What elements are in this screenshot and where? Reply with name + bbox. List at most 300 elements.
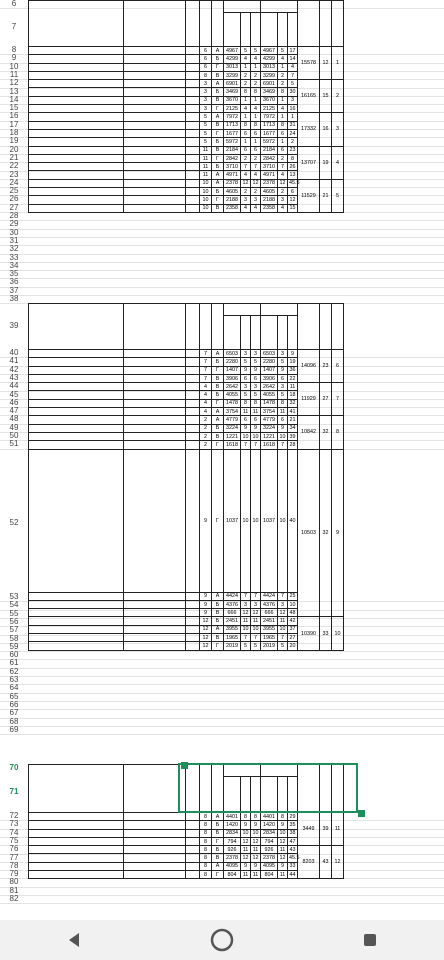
data-cell[interactable]: 11 [251, 617, 261, 625]
data-cell[interactable]: 4605 [224, 188, 241, 196]
data-cell[interactable]: 3906 [224, 374, 241, 382]
row-number[interactable]: 31 [9, 235, 19, 245]
data-cell[interactable]: 1 [241, 113, 251, 121]
data-cell[interactable]: 10 [252, 830, 259, 837]
data-cell[interactable]: А [212, 179, 224, 187]
team-sum-place-cell[interactable]: 23 [320, 350, 332, 383]
team-place-cell[interactable]: 3 [332, 113, 344, 146]
data-cell[interactable]: 2 [200, 432, 212, 440]
empty-cell[interactable] [29, 71, 124, 79]
team-name-cell[interactable] [29, 350, 124, 358]
data-cell[interactable]: 11 [278, 871, 288, 879]
fio-cell[interactable] [124, 399, 186, 407]
data-cell[interactable]: 2125 [261, 105, 278, 113]
row-number[interactable]: 13 [9, 86, 19, 96]
data-cell[interactable]: 2 [241, 71, 251, 79]
data-cell[interactable]: 4376 [224, 600, 241, 608]
data-cell[interactable]: Г [212, 871, 224, 879]
row-number[interactable]: 73 [9, 819, 19, 829]
row-number[interactable]: 16 [9, 111, 19, 121]
data-cell[interactable]: 44 [289, 871, 296, 878]
data-cell[interactable]: 8 [278, 399, 288, 407]
data-cell[interactable]: 28 [289, 441, 296, 448]
data-cell[interactable]: 794 [261, 837, 278, 845]
team-sum-place-cell[interactable]: 15 [320, 80, 332, 113]
data-cell[interactable]: 4299 [261, 55, 278, 63]
data-cell[interactable]: 11 [200, 171, 212, 179]
data-cell[interactable]: 3469 [224, 88, 241, 96]
data-cell[interactable]: 7 [278, 441, 288, 449]
data-cell[interactable]: 4424 [261, 592, 278, 600]
fio-cell[interactable] [124, 609, 186, 617]
data-cell[interactable]: 3 [200, 88, 212, 96]
team-place-cell[interactable]: 7 [332, 383, 344, 416]
row-number[interactable]: 18 [9, 128, 19, 137]
data-cell[interactable] [186, 862, 200, 870]
data-cell[interactable]: 9 [241, 862, 251, 870]
data-cell[interactable]: 6 [278, 146, 288, 154]
data-cell[interactable]: 4 [251, 171, 261, 179]
data-cell[interactable]: 10 [251, 449, 261, 592]
row-number[interactable]: 69 [9, 724, 19, 734]
data-cell[interactable]: 1 [251, 96, 261, 104]
data-cell[interactable]: 1 [278, 138, 288, 146]
fio-cell[interactable] [124, 350, 186, 358]
team-place-cell[interactable]: 10 [332, 617, 344, 650]
team-name-cell[interactable] [29, 383, 124, 391]
fio-cell[interactable] [124, 416, 186, 424]
data-cell[interactable] [186, 854, 200, 862]
team-sum-cell[interactable]: 14096 [298, 350, 320, 383]
data-cell[interactable]: 5 [251, 47, 261, 55]
data-cell[interactable]: 2184 [261, 146, 278, 154]
data-cell[interactable]: А [212, 408, 224, 416]
data-cell[interactable]: 6 [200, 55, 212, 63]
fio-cell[interactable] [124, 163, 186, 171]
row-number[interactable]: 12 [9, 78, 19, 88]
data-cell[interactable]: 1713 [261, 121, 278, 129]
data-cell[interactable]: 3 [288, 96, 298, 104]
empty-cell[interactable] [29, 105, 124, 113]
data-cell[interactable]: 4 [278, 105, 288, 113]
data-cell[interactable]: 804 [261, 871, 278, 879]
data-cell[interactable] [186, 129, 200, 137]
data-cell[interactable]: 35 [289, 821, 296, 828]
data-cell[interactable]: 3754 [261, 408, 278, 416]
fio-cell[interactable] [124, 129, 186, 137]
data-cell[interactable]: 9 [251, 862, 261, 870]
data-cell[interactable]: Г [212, 441, 224, 449]
data-cell[interactable]: 1221 [224, 432, 241, 440]
data-cell[interactable]: 20 [289, 642, 296, 649]
team-name-cell[interactable] [29, 113, 124, 121]
data-cell[interactable]: 7 [200, 358, 212, 366]
row-number[interactable]: 78 [9, 860, 19, 870]
data-cell[interactable]: 2 [288, 138, 298, 146]
team-name-cell[interactable] [29, 813, 124, 821]
data-cell[interactable]: 6503 [261, 350, 278, 358]
fio-cell[interactable] [124, 366, 186, 374]
row-number[interactable]: 28 [9, 211, 19, 220]
data-cell[interactable] [186, 179, 200, 187]
data-cell[interactable]: 1478 [224, 399, 241, 407]
row-number[interactable]: 41 [9, 356, 19, 366]
data-cell[interactable]: 3710 [224, 163, 241, 171]
data-cell[interactable]: А [212, 171, 224, 179]
data-cell[interactable]: 11 [278, 408, 288, 416]
data-cell[interactable]: 8 [200, 813, 212, 821]
data-cell[interactable]: Б [212, 424, 224, 432]
data-cell[interactable] [186, 383, 200, 391]
data-cell[interactable]: 11 [251, 408, 261, 416]
data-cell[interactable]: 4055 [224, 391, 241, 399]
data-cell[interactable]: Б [212, 138, 224, 146]
empty-cell[interactable] [29, 592, 124, 600]
data-cell[interactable]: Г [212, 129, 224, 137]
fio-cell[interactable] [124, 829, 186, 837]
data-cell[interactable]: 6 [241, 129, 251, 137]
data-cell[interactable]: 3299 [224, 71, 241, 79]
data-cell[interactable]: 30 [289, 89, 296, 96]
team-sum-cell[interactable]: 3449 [298, 813, 320, 846]
data-cell[interactable] [186, 105, 200, 113]
data-cell[interactable]: 8 [200, 854, 212, 862]
data-cell[interactable] [186, 424, 200, 432]
data-cell[interactable]: 5 [288, 80, 298, 88]
data-cell[interactable] [186, 163, 200, 171]
data-cell[interactable]: 48 [289, 609, 296, 616]
data-cell[interactable]: 6 [200, 63, 212, 71]
team-sum-place-cell[interactable]: 19 [320, 146, 332, 179]
data-cell[interactable]: 9 [251, 424, 261, 432]
data-cell[interactable]: В [212, 609, 224, 617]
data-cell[interactable]: 45.5 [289, 855, 300, 862]
data-cell[interactable]: Г [212, 154, 224, 162]
data-cell[interactable]: 8 [241, 88, 251, 96]
team-sum-cell[interactable]: 11929 [298, 383, 320, 416]
data-cell[interactable]: 11 [241, 846, 251, 854]
row-number[interactable]: 33 [9, 252, 19, 262]
data-cell[interactable]: 2842 [261, 154, 278, 162]
data-cell[interactable]: 10 [252, 626, 259, 633]
data-cell[interactable]: 4779 [224, 416, 241, 424]
data-cell[interactable] [186, 829, 200, 837]
fio-cell[interactable] [124, 449, 186, 592]
data-cell[interactable]: В [212, 432, 224, 440]
data-cell[interactable]: 15 [289, 205, 296, 212]
data-cell[interactable]: 4 [241, 204, 251, 212]
data-cell[interactable]: 12 [279, 609, 286, 616]
row-number[interactable]: 81 [9, 885, 19, 895]
data-cell[interactable]: 3 [278, 600, 288, 608]
data-cell[interactable]: 1037 [224, 449, 241, 592]
team-name-cell[interactable] [29, 47, 124, 55]
data-cell[interactable]: 2378 [261, 854, 278, 862]
data-cell[interactable]: Б [212, 88, 224, 96]
data-cell[interactable]: А [212, 80, 224, 88]
data-cell[interactable] [186, 592, 200, 600]
data-cell[interactable]: 6503 [224, 350, 241, 358]
empty-cell[interactable] [29, 609, 124, 617]
data-cell[interactable]: 10 [279, 433, 286, 440]
data-cell[interactable] [186, 408, 200, 416]
row-number[interactable]: 22 [9, 161, 19, 171]
data-cell[interactable]: 4 [251, 105, 261, 113]
data-cell[interactable]: 9 [200, 592, 212, 600]
row-number[interactable]: 64 [9, 683, 19, 693]
fio-cell[interactable] [124, 105, 186, 113]
data-cell[interactable]: 21 [289, 417, 296, 424]
data-cell[interactable]: 3754 [224, 408, 241, 416]
data-cell[interactable]: 5 [251, 391, 261, 399]
data-cell[interactable]: 2842 [224, 154, 241, 162]
data-cell[interactable]: 5 [278, 642, 288, 650]
data-cell[interactable]: 3469 [261, 88, 278, 96]
fio-cell[interactable] [124, 196, 186, 204]
data-cell[interactable]: 8 [200, 846, 212, 854]
row-number[interactable]: 48 [9, 414, 19, 424]
data-cell[interactable]: 7 [200, 374, 212, 382]
data-cell[interactable]: 2 [200, 416, 212, 424]
row-number[interactable]: 56 [9, 616, 19, 626]
data-cell[interactable]: 6 [241, 374, 251, 382]
data-cell[interactable]: Г [212, 105, 224, 113]
data-cell[interactable]: 13 [289, 172, 296, 179]
data-cell[interactable]: 11 [288, 383, 298, 391]
row-number[interactable]: 11 [9, 69, 19, 79]
team-sum-place-cell[interactable]: 32 [320, 416, 332, 449]
team-name-cell[interactable] [29, 80, 124, 88]
row-number[interactable]: 58 [9, 633, 19, 643]
data-cell[interactable]: 3670 [261, 96, 278, 104]
data-cell[interactable]: 34 [289, 425, 296, 432]
data-cell[interactable]: 10 [279, 830, 286, 837]
empty-cell[interactable] [29, 821, 124, 829]
data-cell[interactable] [186, 63, 200, 71]
team-place-cell[interactable]: 8 [332, 416, 344, 449]
empty-cell[interactable] [29, 366, 124, 374]
data-cell[interactable]: 6 [251, 374, 261, 382]
row-number[interactable]: 49 [9, 422, 19, 432]
team-place-cell[interactable]: 1 [332, 47, 344, 80]
data-cell[interactable]: 3 [241, 600, 251, 608]
data-cell[interactable] [186, 837, 200, 845]
data-cell[interactable] [186, 88, 200, 96]
row-number[interactable]: 50 [9, 431, 19, 440]
fio-cell[interactable] [124, 71, 186, 79]
data-cell[interactable]: 2834 [261, 829, 278, 837]
data-cell[interactable]: В [212, 383, 224, 391]
fio-cell[interactable] [124, 188, 186, 196]
data-cell[interactable]: 7 [278, 634, 288, 642]
team-sum-cell[interactable]: 15578 [298, 47, 320, 80]
data-cell[interactable] [186, 146, 200, 154]
data-cell[interactable]: 38 [289, 830, 296, 837]
row-number[interactable]: 46 [9, 397, 19, 407]
data-cell[interactable]: 12 [200, 617, 212, 625]
team-sum-place-cell[interactable]: 39 [320, 813, 332, 846]
team-place-cell[interactable]: 9 [332, 449, 344, 617]
team-name-cell[interactable] [29, 846, 124, 854]
data-cell[interactable]: 12 [242, 609, 249, 616]
data-cell[interactable]: 666 [261, 609, 278, 617]
data-cell[interactable]: 10 [241, 449, 251, 592]
data-cell[interactable]: 4 [278, 204, 288, 212]
data-cell[interactable]: 6 [278, 374, 288, 382]
data-cell[interactable]: 5 [241, 47, 251, 55]
row-number[interactable]: 53 [9, 592, 19, 601]
data-cell[interactable]: 794 [224, 837, 241, 845]
data-cell[interactable]: 4376 [261, 600, 278, 608]
fio-cell[interactable] [124, 617, 186, 625]
empty-cell[interactable] [29, 600, 124, 608]
team-sum-place-cell[interactable]: 32 [320, 449, 332, 617]
data-cell[interactable]: 8 [200, 871, 212, 879]
data-cell[interactable]: 2 [251, 71, 261, 79]
data-cell[interactable]: 6 [241, 416, 251, 424]
data-cell[interactable]: В [212, 204, 224, 212]
row-number-selected[interactable]: 70 [9, 763, 19, 772]
data-cell[interactable]: 9 [278, 366, 288, 374]
empty-cell[interactable] [29, 374, 124, 382]
data-cell[interactable]: 2 [278, 80, 288, 88]
data-cell[interactable]: 3299 [261, 71, 278, 79]
data-cell[interactable]: Г [212, 449, 224, 592]
data-cell[interactable] [186, 71, 200, 79]
empty-cell[interactable] [29, 432, 124, 440]
data-cell[interactable]: 8 [200, 71, 212, 79]
empty-cell[interactable] [29, 441, 124, 449]
team-place-cell[interactable]: 5 [332, 179, 344, 212]
fio-cell[interactable] [124, 383, 186, 391]
data-cell[interactable] [186, 625, 200, 633]
data-cell[interactable]: 3 [278, 350, 288, 358]
data-cell[interactable]: 3 [241, 350, 251, 358]
data-cell[interactable]: 1965 [224, 634, 241, 642]
fio-cell[interactable] [124, 441, 186, 449]
data-cell[interactable]: 41 [289, 408, 296, 415]
data-cell[interactable]: 4 [251, 204, 261, 212]
row-number[interactable]: 42 [9, 364, 19, 374]
data-cell[interactable]: 4401 [261, 813, 278, 821]
data-cell[interactable]: 1 [278, 113, 288, 121]
data-cell[interactable]: 10 [200, 179, 212, 187]
data-cell[interactable]: 5 [278, 391, 288, 399]
row-number[interactable]: 21 [9, 152, 19, 162]
data-cell[interactable]: 11 [241, 617, 251, 625]
data-cell[interactable] [186, 846, 200, 854]
data-cell[interactable]: В [212, 374, 224, 382]
data-cell[interactable] [186, 96, 200, 104]
row-number[interactable]: 8 [11, 45, 17, 54]
empty-cell[interactable] [29, 171, 124, 179]
row-number[interactable]: 44 [9, 381, 19, 391]
data-cell[interactable]: 40 [288, 449, 298, 592]
data-cell[interactable]: 12 [289, 196, 296, 203]
row-number[interactable]: 55 [9, 608, 19, 618]
team-place-cell[interactable]: 4 [332, 146, 344, 179]
team-name-cell[interactable] [29, 416, 124, 424]
data-cell[interactable]: 9 [251, 821, 261, 829]
data-cell[interactable]: 3224 [261, 424, 278, 432]
data-cell[interactable]: 5 [278, 358, 288, 366]
data-cell[interactable]: 4967 [224, 47, 241, 55]
data-cell[interactable]: Г [212, 642, 224, 650]
data-cell[interactable]: 2280 [261, 358, 278, 366]
data-cell[interactable] [186, 642, 200, 650]
fio-cell[interactable] [124, 179, 186, 187]
data-cell[interactable]: 4055 [261, 391, 278, 399]
data-cell[interactable]: 8 [278, 813, 288, 821]
data-cell[interactable] [186, 374, 200, 382]
data-cell[interactable]: 10 [279, 626, 286, 633]
data-cell[interactable]: 10 [242, 626, 249, 633]
data-cell[interactable]: 3 [251, 383, 261, 391]
data-cell[interactable] [186, 441, 200, 449]
data-cell[interactable]: 2188 [261, 196, 278, 204]
data-cell[interactable]: 6 [288, 188, 298, 196]
row-number[interactable]: 20 [9, 144, 19, 154]
data-cell[interactable]: 3 [278, 196, 288, 204]
row-number[interactable]: 10 [9, 61, 19, 71]
row-number[interactable]: 62 [9, 666, 19, 676]
empty-cell[interactable] [29, 391, 124, 399]
data-cell[interactable]: 9 [200, 600, 212, 608]
row-number[interactable]: 7 [11, 22, 17, 31]
data-cell[interactable]: 11 [241, 871, 251, 879]
data-cell[interactable]: 5972 [261, 138, 278, 146]
data-cell[interactable]: 5 [200, 138, 212, 146]
data-cell[interactable]: Б [212, 846, 224, 854]
home-button[interactable] [202, 925, 242, 955]
data-cell[interactable]: 2451 [261, 617, 278, 625]
empty-cell[interactable] [29, 837, 124, 845]
data-cell[interactable]: 8 [241, 813, 251, 821]
data-cell[interactable] [186, 432, 200, 440]
data-cell[interactable]: 7 [288, 71, 298, 79]
row-number[interactable]: 14 [9, 94, 19, 104]
data-cell[interactable]: 18 [289, 392, 296, 399]
fio-cell[interactable] [124, 171, 186, 179]
data-cell[interactable]: 5 [241, 642, 251, 650]
data-cell[interactable]: 3 [278, 383, 288, 391]
empty-cell[interactable] [29, 163, 124, 171]
data-cell[interactable]: 1 [251, 113, 261, 121]
data-cell[interactable]: 5 [200, 113, 212, 121]
row-number[interactable]: 27 [9, 202, 19, 212]
data-cell[interactable] [186, 358, 200, 366]
data-cell[interactable]: А [212, 592, 224, 600]
data-cell[interactable]: 2019 [261, 642, 278, 650]
data-cell[interactable]: Б [212, 617, 224, 625]
fio-cell[interactable] [124, 592, 186, 600]
data-cell[interactable]: 7972 [224, 113, 241, 121]
team-name-cell[interactable] [29, 449, 124, 592]
row-number[interactable]: 80 [9, 877, 19, 887]
data-cell[interactable]: 1 [251, 63, 261, 71]
empty-cell[interactable] [29, 138, 124, 146]
data-cell[interactable]: 1 [241, 96, 251, 104]
empty-cell[interactable] [29, 188, 124, 196]
data-cell[interactable]: 4 [278, 171, 288, 179]
data-cell[interactable]: 2358 [261, 204, 278, 212]
data-cell[interactable] [186, 813, 200, 821]
data-cell[interactable]: 19 [289, 358, 296, 365]
data-cell[interactable]: 8 [200, 837, 212, 845]
data-cell[interactable]: 12 [279, 838, 286, 845]
row-number[interactable]: 61 [9, 658, 19, 668]
fio-cell[interactable] [124, 96, 186, 104]
